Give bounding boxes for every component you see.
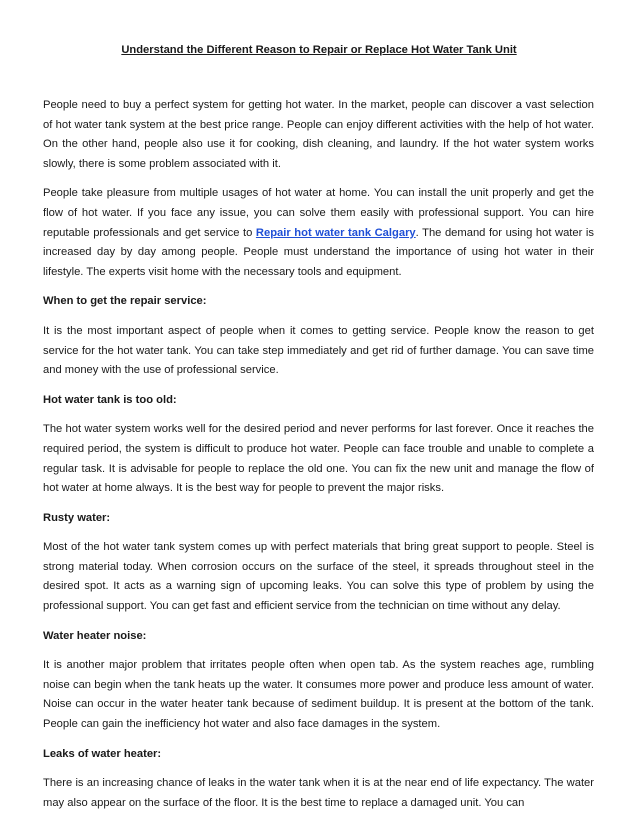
section-text-tank-too-old: The hot water system works well for the desired period and never performs for last forever. Once it reaches the required period, the system is difficult to produce hot water. People can face trouble and unable to complete a regular task. It is advisable for people to replace the old one. You can fix the new unit and manage the flow of hot water at home always. It is the best way for people to prevent the major risks. — [43, 423, 594, 495]
intro-paragraph-2-text-end: . The demand for using hot water is increased day by day among people. People must understand the importance of using hot water in their lifestyle. The experts visit home with the necessary tools and equipment. — [43, 226, 594, 278]
repair-hot-water-tank-calgary-link[interactable]: Repair hot water tank Calgary — [255, 226, 416, 239]
intro-paragraph-1: People need to buy a perfect system for getting hot water. In the market, people can discover a vast selection of hot water tank system at the best price range. People can enjoy different activities with the help of hot water. On the other hand, people also use it for cooking, dish cleaning, and laundry. If the hot water system works slowly, there is some problem associated with it. — [43, 99, 594, 170]
document-body — [43, 96, 594, 823]
section-text-heater-noise: It is another major problem that irritates people often when open tab. As the system reaches age, rumbling noise can begin when the tank heats up the water. It consumes more power and produce less amount of water. Noise can occur in the water heater tank because of sediment buildup. It is present at the bottom of the tank. People can gain the inefficiency hot water and also face damages in the system. — [43, 659, 594, 731]
section-text-repair-service: It is the most important aspect of people when it comes to getting service. People know the reason to get service for the hot water tank. You can take step immediately and get rid of further damage. You can save time and money with the use of professional service. — [43, 324, 594, 377]
section-text-rusty-water: Most of the hot water tank system comes up with perfect materials that bring great support to people. Steel is strong material today. When corrosion occurs on the surface of the steel, it spreads throughout steel in the desired spot. It acts as a warning sign of upcoming leaks. You can solve this type of problem by using the professional support. You can get fast and efficient service from the technician on time without any delay. — [43, 541, 594, 613]
intro-paragraph-2 — [43, 184, 594, 282]
section-heading-rusty-water: Rusty water: — [43, 511, 111, 524]
page-title: Understand the Different Reason to Repair or Replace Hot Water Tank Unit — [121, 44, 517, 56]
intro-paragraph-2-text-start: People take pleasure from multiple usages of hot water at home. You can install the unit properly and get the flow of hot water. If you face any issue, you can solve them easily with professional support. You can hire reputable professionals and get service to — [43, 187, 594, 239]
section-heading-heater-noise: Water heater noise: — [43, 629, 147, 642]
section-heading-tank-too-old: Hot water tank is too old: — [43, 393, 177, 406]
section-text-heater-leaks: There is an increasing chance of leaks in the water tank when it is at the near end of life expectancy. The water may also appear on the surface of the floor. It is the best time to replace a damaged unit. You can — [43, 777, 594, 809]
section-heading-repair-service: When to get the repair service: — [43, 295, 207, 308]
section-heading-heater-leaks: Leaks of water heater: — [43, 747, 162, 760]
